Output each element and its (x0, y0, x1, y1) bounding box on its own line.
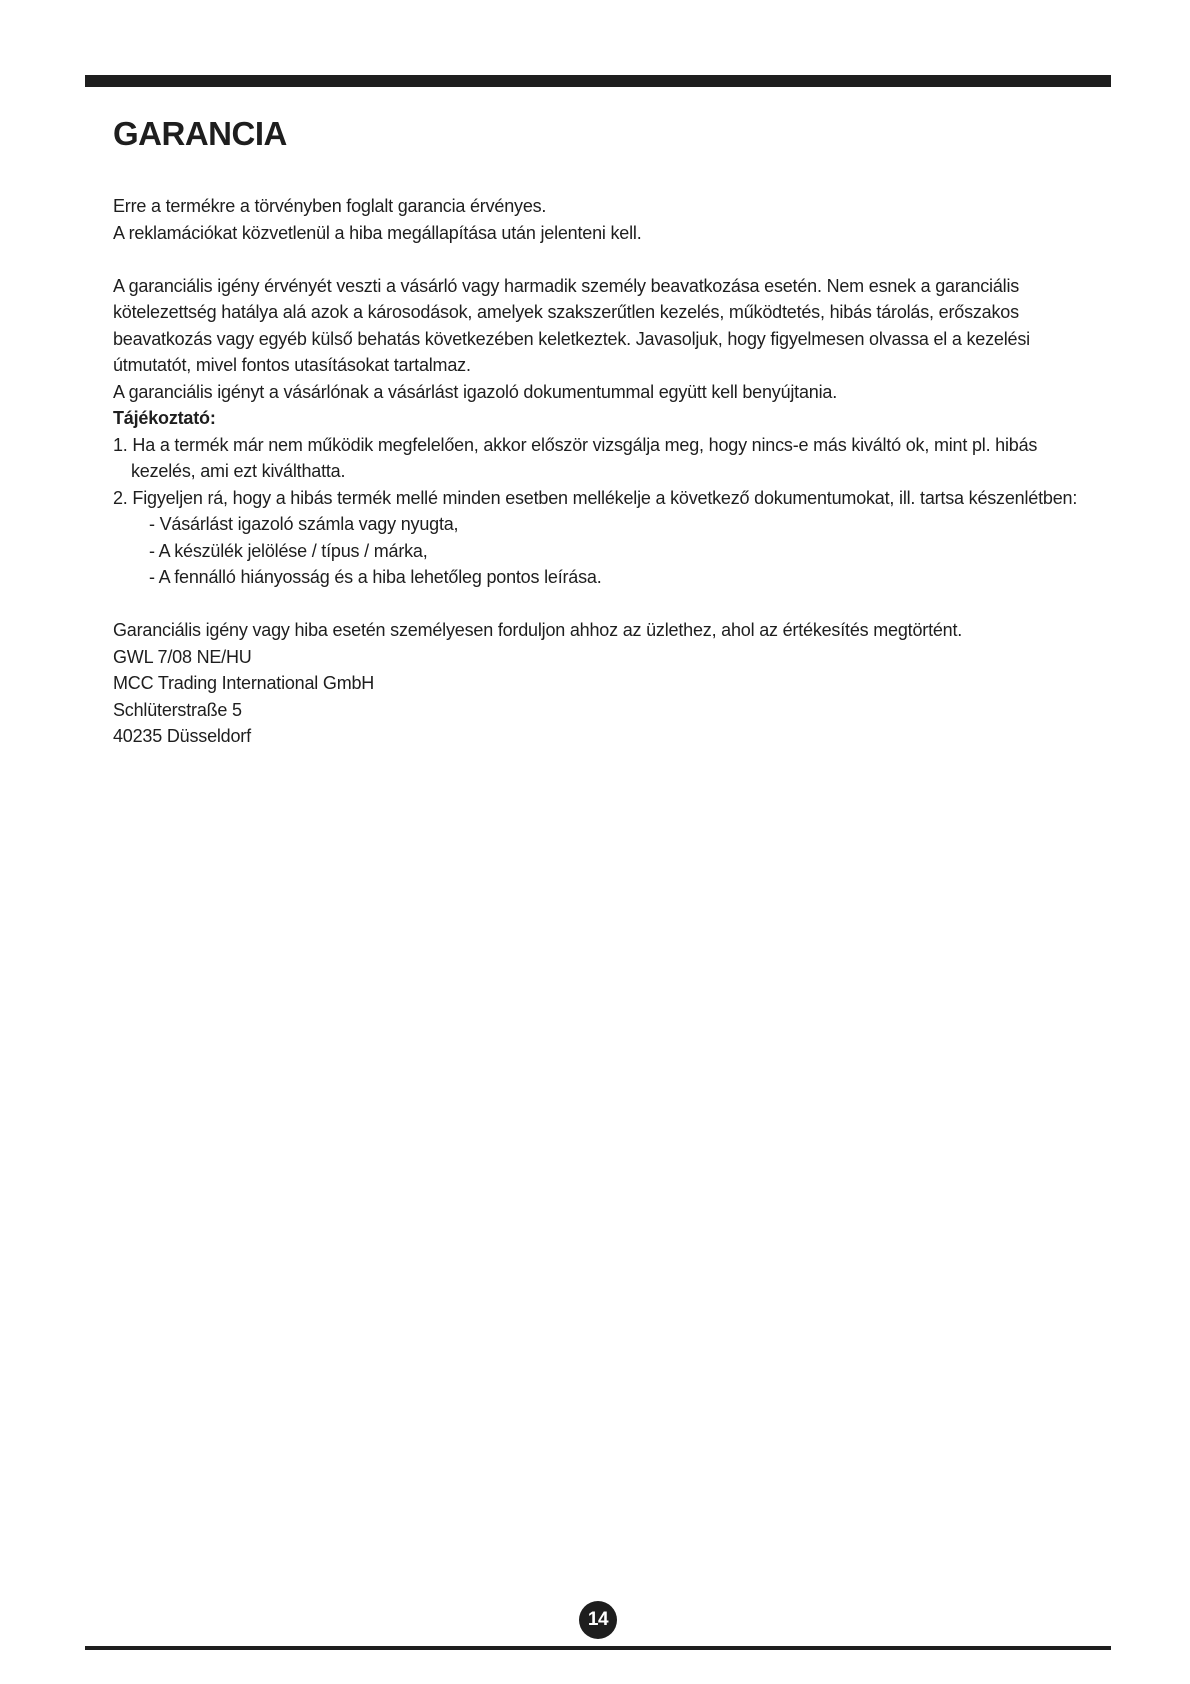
intro-line: A reklamációkat közvetlenül a hiba megállapítása után jelenteni kell. (113, 222, 642, 243)
document-item: - A készülék jelölése / típus / márka, (149, 540, 428, 561)
claim-paragraph: A garanciális igényt a vásárlónak a vásárlást igazoló dokumentummal együtt kell benyújtania. (113, 381, 838, 402)
document-code: GWL 7/08 NE/HU (113, 646, 252, 667)
company-address (113, 670, 1088, 750)
info-item: 1. Ha a termék már nem működik megfelelően, akkor először vizsgálja meg, hogy nincs-e más kiváltó ok, mint pl. hibás kezelés, ami ezt kiválthatta. (113, 434, 1038, 481)
address-line: 40235 Düsseldorf (113, 726, 251, 746)
bottom-divider-line (85, 1646, 1111, 1650)
page-number-badge: 14 (579, 1601, 617, 1639)
document-item: - Vásárlást igazoló számla vagy nyugta, (149, 514, 459, 534)
info-item (113, 485, 1088, 591)
contact-paragraph: Garanciális igény vagy hiba esetén személyesen forduljon ahhoz az üzlethez, ahol az értékesítés megtörtént. (113, 620, 963, 640)
page-title: GARANCIA (113, 115, 287, 152)
top-divider-bar (85, 75, 1111, 87)
address-line: Schlüterstraße 5 (113, 699, 242, 720)
address-line: MCC Trading International GmbH (113, 673, 375, 693)
void-conditions-paragraph: A garanciális igény érvényét veszti a vásárló vagy harmadik személy beavatkozása esetén. Nem esnek a garanciális kötelezettség hatálya alá azok a károsodások, amelyek szakszerűtlen kezelés, működtetés, hibás tárolás, erőszakos beavatkozás vagy egyéb külső behatás következében keletkeztek. Javasoljuk, hogy figyelmesen olvassa el a kezelési útmutatót, mivel fontos utasításokat tartalmaz. (113, 275, 1030, 375)
warranty-document (113, 110, 1088, 750)
intro-block (113, 193, 1088, 246)
info-section (113, 405, 1088, 591)
intro-line: Erre a termékre a törvényben foglalt garancia érvényes. (113, 196, 547, 216)
info-list (113, 432, 1088, 591)
documents-list (131, 511, 1088, 591)
document-item: - A fennálló hiányosság és a hiba lehetőleg pontos leírása. (149, 567, 602, 587)
info-title: Tájékoztató: (113, 408, 216, 428)
info-item-text: 2. Figyeljen rá, hogy a hibás termék mellé minden esetben mellékelje a következő dokumentumokat, ill. tartsa készenlétben: (113, 487, 1078, 508)
